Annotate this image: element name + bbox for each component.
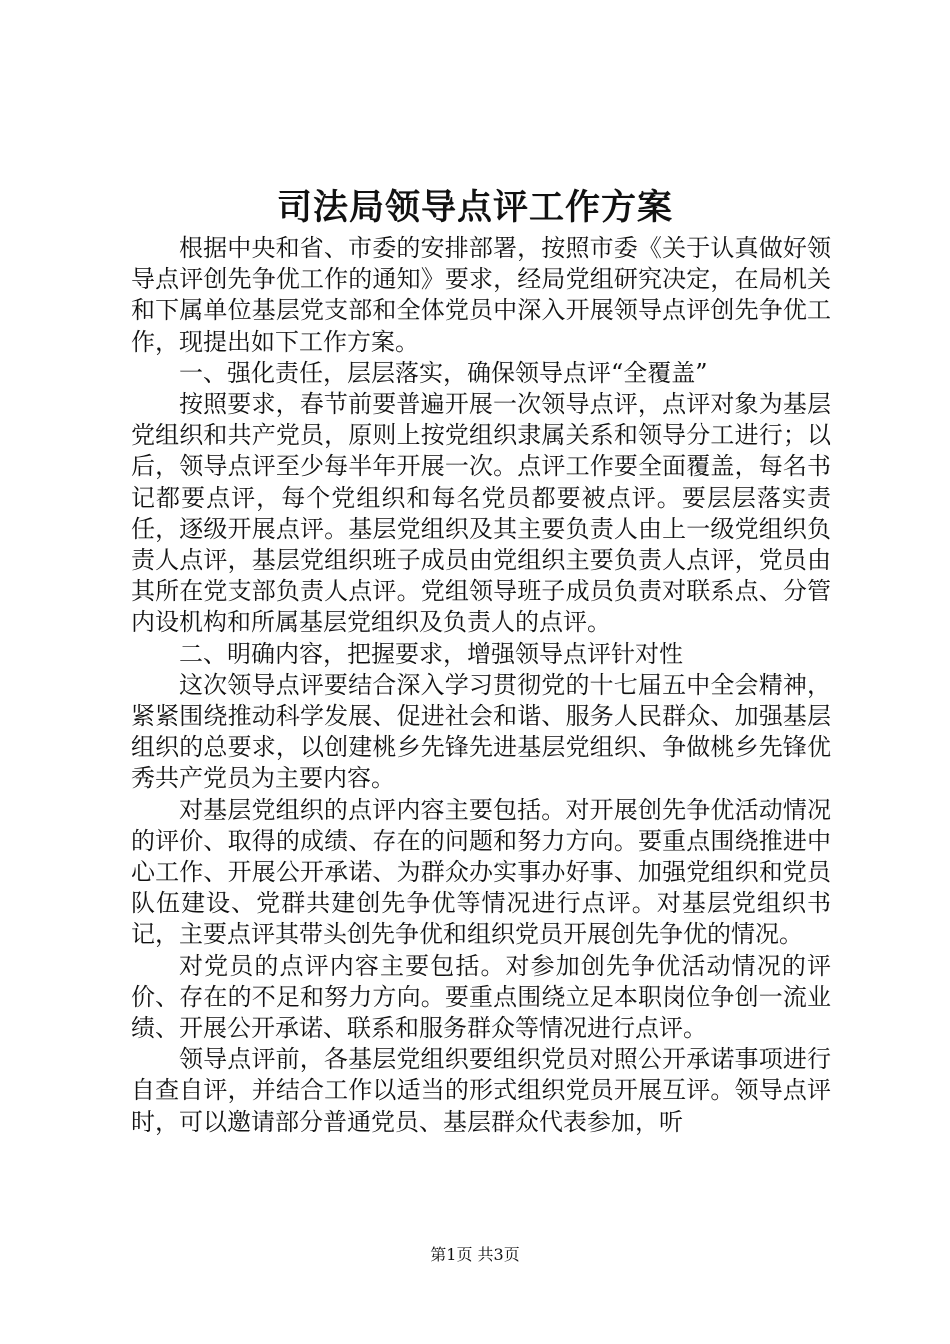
document-title: 司法局领导点评工作方案: [276, 187, 673, 228]
body-paragraph: 对党员的点评内容主要包括。对参加创先争优活动情况的评价、存在的不足和努力方向。要重点围绕立足本职岗位争创一流业绩、开展公开承诺、联系和服务群众等情况进行点评。: [131, 951, 831, 1043]
body-paragraph: 领导点评前，各基层党组织要组织党员对照公开承诺事项进行自查自评，并结合工作以适当的形式组织党员开展互评。领导点评时，可以邀请部分普通党员、基层群众代表参加，听: [131, 1045, 831, 1136]
body-paragraph: 按照要求，春节前要普遍开展一次领导点评，点评对象为基层党组织和共产党员，原则上按党组织隶属关系和领导分工进行；以后，领导点评至少每半年开展一次。点评工作要全面覆盖，每名书记都要点评，每个党组织和每名党员都要被点评。要层层落实责任，逐级开展点评。基层党组织及其主要负责人由上一级党组织负责人点评，基层党组织班子成员由党组织主要负责人点评，党员由其所在党支部负责人点评。党组领导班子成员负责对联系点、分管内设机构和所属基层党组织及负责人的点评。: [131, 390, 831, 637]
page-number-footer: 第1页 共3页: [430, 1245, 520, 1264]
document-body: [131, 233, 831, 1138]
section-heading-2: 二、明确内容，把握要求，增强领导点评针对性: [179, 639, 683, 668]
intro-paragraph: 根据中央和省、市委的安排部署，按照市委《关于认真做好领导点评创先争优工作的通知》要求，经局党组研究决定，在局机关和下属单位基层党支部和全体党员中深入开展领导点评创先争优工作，现提出如下工作方案。: [131, 234, 831, 356]
body-paragraph: 对基层党组织的点评内容主要包括。对开展创先争优活动情况的评价、取得的成绩、存在的问题和努力方向。要重点围绕推进中心工作、开展公开承诺、为群众办实事办好事、加强党组织和党员队伍建设、党群共建创先争优等情况进行点评。对基层党组织书记，主要点评其带头创先争优和组织党员开展创先争优的情况。: [131, 795, 831, 949]
body-paragraph: 这次领导点评要结合深入学习贯彻党的十七届五中全会精神，紧紧围绕推动科学发展、促进社会和谐、服务人民群众、加强基层组织的总要求，以创建桃乡先锋先进基层党组织、争做桃乡先锋优秀共产党员为主要内容。: [131, 670, 831, 793]
section-heading-1: 一、强化责任，层层落实，确保领导点评“全覆盖”: [179, 358, 708, 387]
